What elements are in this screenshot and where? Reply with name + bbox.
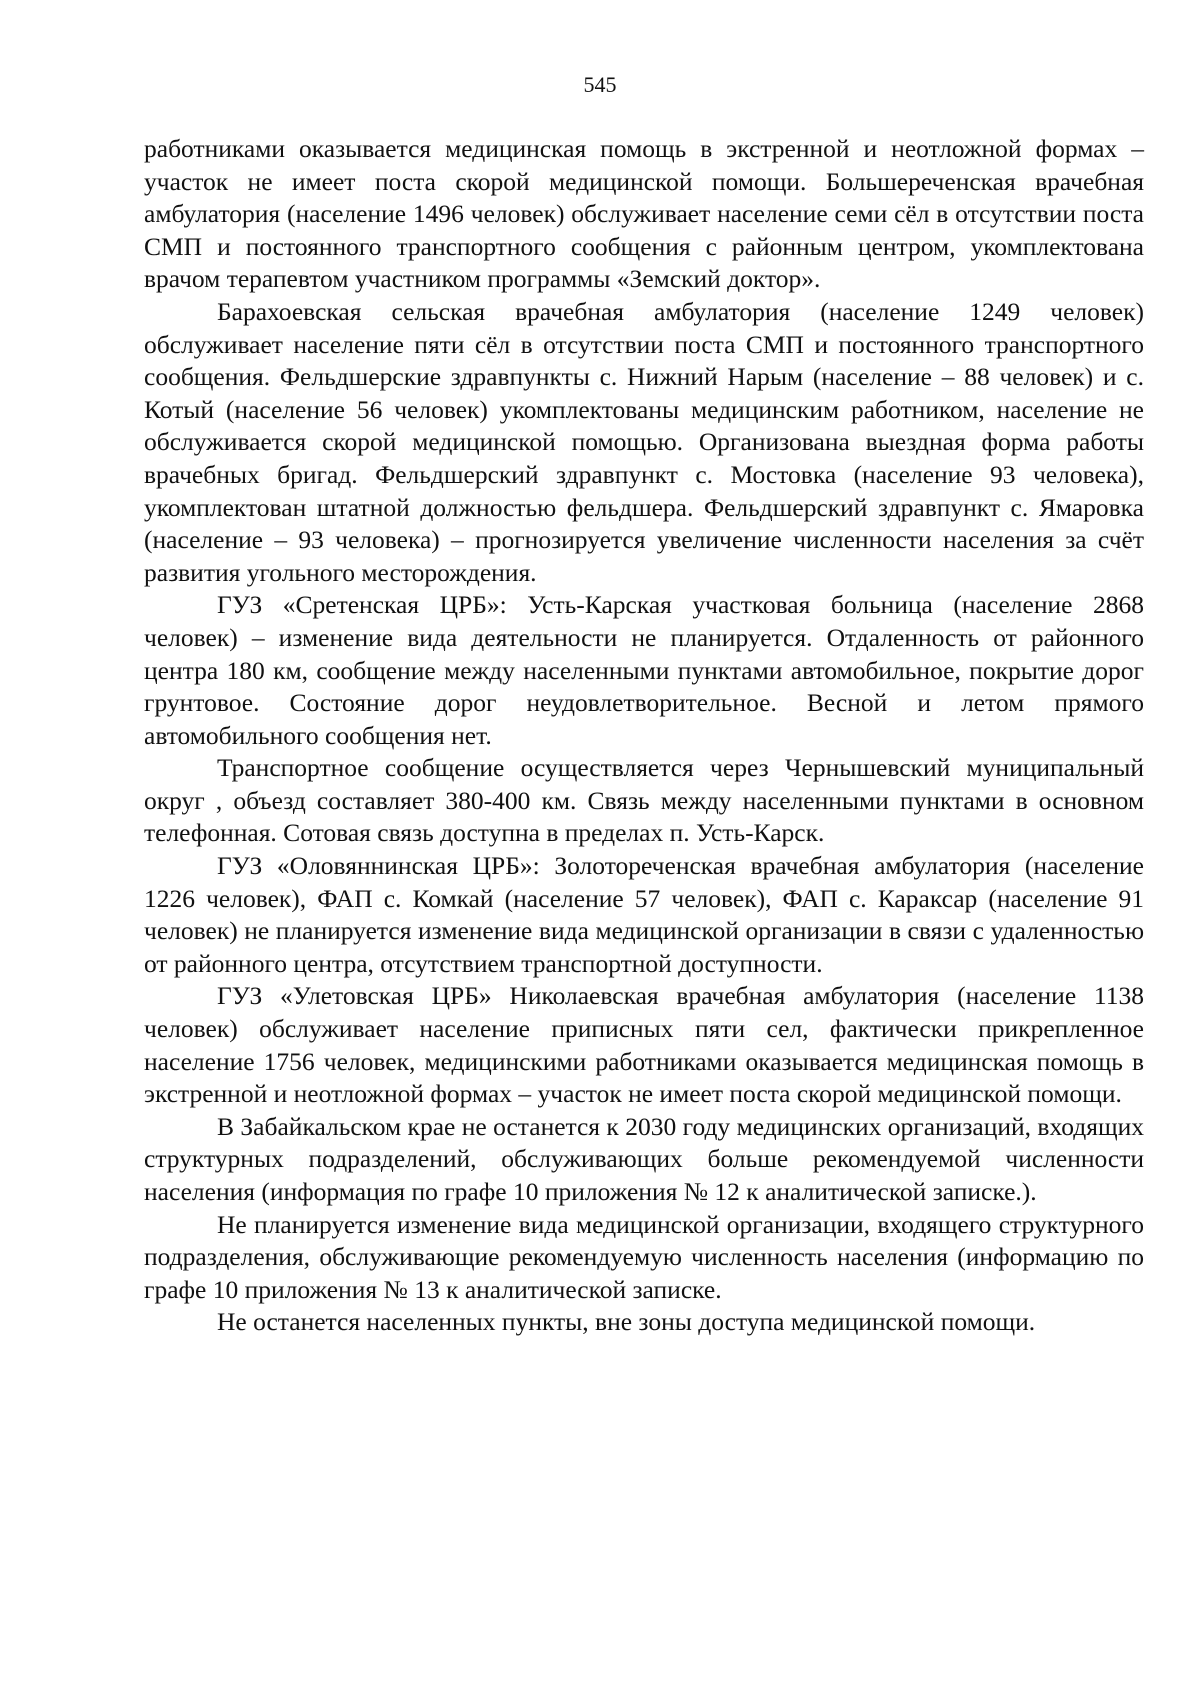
paragraph: Не останется населенных пункты, вне зоны доступа медицинской помощи. bbox=[217, 1307, 1036, 1337]
body-text bbox=[144, 133, 1144, 1339]
paragraph: ГУЗ «Сретенская ЦРБ»: Усть-Карская участковая больница (население 2868 человек) – изменение вида деятельности не планируется. Отдаленность от районного центра 180 км, сообщение между населенными пунктами автомобильное, покрытие дорог грунтовое. Состояние дорог неудовлетворительное. Весной и летом прямого автомобильного сообщения нет. bbox=[144, 590, 1144, 750]
page-number: 545 bbox=[583, 72, 617, 97]
paragraph: В Забайкальском крае не останется к 2030 году медицинских организаций, входящих структурных подразделений, обслуживающих больше рекомендуемой численности населения (информация по графе 10 приложения № 12 к аналитической записке.). bbox=[144, 1111, 1144, 1206]
paragraph: ГУЗ «Улетовская ЦРБ» Николаевская врачебная амбулатория (население 1138 человек) обслуживает население приписных пяти сел, фактически прикрепленное население 1756 человек, медицинскими работниками оказывается медицинская помощь в экстренной и неотложной формах – участок не имеет поста скорой медицинской помощи. bbox=[144, 981, 1144, 1109]
paragraph: Барахоевская сельская врачебная амбулатория (население 1249 человек) обслуживает население пяти сёл в отсутствии поста СМП и постоянного транспортного сообщения. Фельдшерские здравпункты с. Нижний Нарым (население – 88 человек) и с. Котый (население 56 человек) укомплектованы медицинским работником, население не обслуживается скорой медицинской помощью. Организована выездная форма работы врачебных бригад. Фельдшерский здравпункт с. Мостовка (население 93 человека), укомплектован штатной должностью фельдшера. Фельдшерский здравпункт с. Ямаровка (население – 93 человека) – прогнозируется увеличение численности населения за счёт развития угольного месторождения. bbox=[144, 296, 1144, 587]
paragraph: работниками оказывается медицинская помощь в экстренной и неотложной формах – участок не имеет поста скорой медицинской помощи. Большереченская врачебная амбулатория (население 1496 человек) обслуживает население семи сёл в отсутствии поста СМП и постоянного транспортного сообщения с районным центром, укомплектована врачом терапевтом участником программы «Земский доктор». bbox=[144, 134, 1144, 294]
paragraph: Транспортное сообщение осуществляется через Чернышевский муниципальный округ , объезд составляет 380-400 км. Связь между населенными пунктами в основном телефонная. Сотовая связь доступна в пределах п. Усть-Карск. bbox=[144, 753, 1144, 848]
paragraph: Не планируется изменение вида медицинской организации, входящего структурного подразделения, обслуживающие рекомендуемую численность населения (информацию по графе 10 приложения № 13 к аналитической записке. bbox=[144, 1209, 1144, 1304]
paragraph: ГУЗ «Оловяннинская ЦРБ»: Золотореченская врачебная амбулатория (население 1226 человек), ФАП с. Комкай (население 57 человек), ФАП с. Караксар (население 91 человек) не планируется изменение вида медицинской организации в связи с удаленностью от районного центра, отсутствием транспортной доступности. bbox=[144, 851, 1144, 978]
